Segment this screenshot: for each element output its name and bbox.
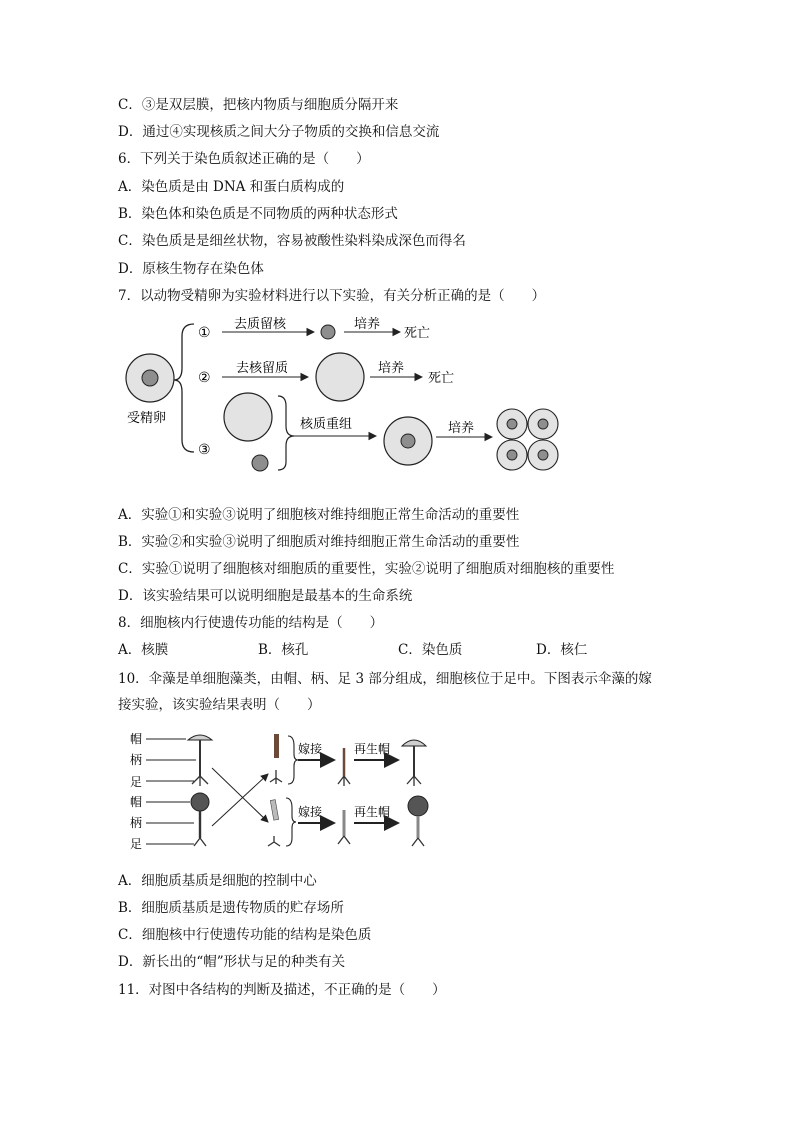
exp2-culture-label: 培养	[378, 361, 405, 376]
q10-option-d: D．新长出的“帽”形状与足的种类有关	[118, 954, 346, 970]
q5-option-c: C．③是双层膜，把核内物质与细胞质分隔开来	[118, 97, 399, 113]
q10-stem-line2: 接实验，该实验结果表明（ ）	[118, 697, 321, 713]
q7-option-a: A．实验①和实验③说明了细胞核对维持细胞正常生命活动的重要性	[118, 507, 520, 523]
cross-arrow-up	[212, 774, 268, 826]
q10-option-c: C．细胞核中行使遗传功能的结构是染色质	[118, 927, 372, 943]
lower-regen-label: 再生帽	[354, 805, 391, 819]
q8-option-b: B．核孔	[258, 642, 309, 658]
upper-graft-stalk	[274, 734, 279, 758]
q8-option-d: D．核仁	[536, 642, 588, 658]
q5-option-d: D．通过④实现核质之间大分子物质的交换和信息交流	[118, 124, 440, 140]
upper-cap-label: 帽	[130, 732, 143, 746]
lower-grafted-alga	[338, 810, 350, 844]
exp1-culture-label: 培养	[354, 317, 381, 332]
q11-stem: 11．对图中各结构的判断及描述，不正确的是（ ）	[118, 982, 446, 998]
exp3-step-label: 核质重组	[300, 417, 353, 432]
q8-option-a: A．核膜	[118, 642, 169, 658]
q6-option-a: A．染色质是由 DNA 和蛋白质构成的	[118, 179, 345, 195]
lower-stalk-label: 柄	[130, 816, 143, 830]
q8-option-c: C．染色质	[398, 642, 463, 658]
exp3-number: ③	[198, 442, 211, 458]
fertilized-egg	[126, 354, 174, 402]
q7-egg-experiment-figure	[118, 314, 568, 480]
upper-graft-label: 嫁接	[298, 742, 323, 756]
lower-parent-alga	[191, 793, 209, 846]
q6-stem: 6．下列关于染色质叙述正确的是（ ）	[118, 151, 370, 167]
lower-graft-foot	[268, 836, 280, 846]
exp2-result: 死亡	[428, 371, 455, 386]
exp2-number: ②	[198, 370, 211, 386]
exp1-step-label: 去质留核	[234, 317, 287, 332]
exp3-recombined-cell	[384, 417, 432, 465]
q8-stem: 8．细胞核内行使遗传功能的结构是（ ）	[118, 615, 384, 631]
q10-acetabularia-graft-figure	[128, 726, 448, 854]
q10-stem-line1: 10．伞藻是单细胞藻类，由帽、柄、足 3 部分组成，细胞核位于足中。下图表示伞藻的嫁	[118, 671, 652, 687]
cross-arrow-down	[212, 768, 268, 822]
lower-graft-label: 嫁接	[298, 805, 323, 819]
exp3-cytoplasm	[224, 393, 272, 441]
lower-regenerated-alga	[408, 796, 428, 846]
exp3-culture-label: 培养	[448, 421, 475, 436]
q7-option-d: D．该实验结果可以说明细胞是最基本的生命系统	[118, 588, 413, 604]
upper-regenerated-alga	[402, 740, 426, 786]
lower-foot-label: 足	[130, 837, 143, 851]
q10-option-a: A．细胞质基质是细胞的控制中心	[118, 873, 317, 889]
upper-foot-label: 足	[130, 775, 143, 789]
exp3-brace	[278, 396, 294, 470]
lower-cap-label: 帽	[130, 795, 143, 809]
q10-option-b: B．细胞质基质是遗传物质的贮存场所	[118, 900, 344, 916]
exp2-step-label: 去核留质	[236, 361, 289, 376]
q6-option-d: D．原核生物存在染色体	[118, 261, 264, 277]
left-brace	[174, 324, 194, 452]
exp1-number: ①	[198, 325, 211, 341]
exp3-nucleus	[252, 455, 268, 471]
exp1-result: 死亡	[404, 326, 431, 341]
q6-option-b: B．染色体和染色质是不同物质的两种状态形式	[118, 206, 398, 222]
lower-graft-stalk	[270, 800, 278, 821]
exp2-enucleated-cell	[316, 353, 364, 401]
egg-label: 受精卵	[127, 411, 167, 426]
q6-option-c: C．染色质是是细丝状物，容易被酸性染料染成深色而得名	[118, 233, 466, 249]
q7-stem: 7．以动物受精卵为实验材料进行以下实验，有关分析正确的是（ ）	[118, 288, 546, 304]
four-cell-embryo	[497, 409, 558, 470]
upper-regen-label: 再生帽	[354, 742, 391, 756]
upper-stalk-label: 柄	[130, 753, 143, 767]
upper-graft-foot	[270, 770, 282, 784]
q7-option-c: C．实验①说明了细胞核对细胞质的重要性，实验②说明了细胞质对细胞核的重要性	[118, 561, 615, 577]
exp1-nucleus	[321, 325, 335, 339]
upper-grafted-alga	[338, 748, 350, 786]
q7-option-b: B．实验②和实验③说明了细胞质对维持细胞正常生命活动的重要性	[118, 534, 520, 550]
